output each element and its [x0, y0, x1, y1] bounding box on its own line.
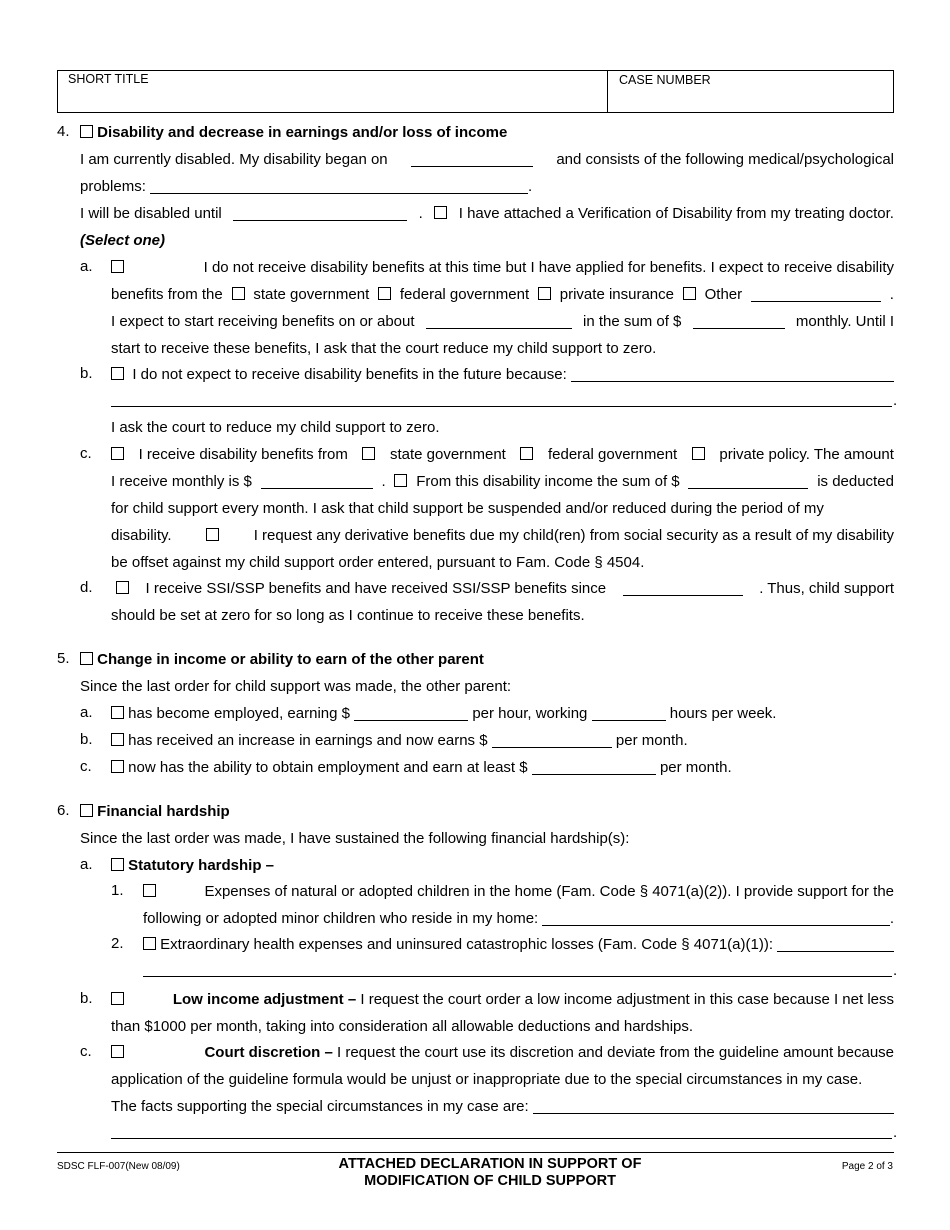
state-government-checkbox[interactable]	[232, 287, 245, 300]
increase-earnings-text: has received an increase in earnings and now earns $	[128, 731, 488, 749]
item-4d-text-2: should be set at zero for so long as I continue to receive these benefits.	[111, 606, 585, 624]
item-4a-text-1: I do not receive disability benefits at this time but I have applied for benefits. I expect to receive disability	[203, 258, 894, 276]
monthly-amount-field[interactable]	[261, 473, 373, 489]
item-4a-text-4: start to receive these benefits, I ask that the court reduce my child support to zero.	[111, 339, 657, 357]
hours-per-week-field[interactable]	[592, 705, 666, 721]
health-expenses-period: .	[893, 962, 898, 979]
court-discretion-title: Court discretion –	[204, 1043, 333, 1061]
court-discretion-text-3: The facts supporting the special circumstances in my case are:	[111, 1097, 529, 1115]
item-5a-checkbox[interactable]	[111, 706, 124, 719]
item-4b-reduce-text: I ask the court to reduce my child support to zero.	[111, 418, 440, 436]
item-5c-line	[111, 750, 732, 784]
disabled-until-field[interactable]	[233, 205, 407, 221]
deducted-checkbox[interactable]	[394, 474, 407, 487]
item-6a1-checkbox[interactable]	[143, 884, 156, 897]
footer-title-2: MODIFICATION OF CHILD SUPPORT	[364, 1173, 616, 1189]
start-receiving-label: I expect to start receiving benefits on or about	[111, 312, 415, 330]
section-6-intro-text: Since the last order was made, I have sustained the following financial hardship(s):	[80, 829, 630, 847]
item-5c-checkbox[interactable]	[111, 760, 124, 773]
item-6b-checkbox[interactable]	[111, 992, 124, 1005]
now-earns-field[interactable]	[492, 732, 612, 748]
short-title-label: SHORT TITLE	[68, 72, 149, 86]
case-number-label: CASE NUMBER	[619, 73, 711, 87]
item-4d-line-2	[111, 598, 585, 632]
section-4-checkbox[interactable]	[80, 125, 93, 138]
item-4d-checkbox[interactable]	[116, 581, 129, 594]
per-hour-text: per hour, working	[472, 704, 588, 722]
item-6a1-number: 1.	[111, 882, 124, 899]
c-private-policy-label: private policy. The amount	[719, 445, 894, 463]
federal-government-label: federal government	[399, 285, 530, 303]
disability-began-date-field[interactable]	[411, 151, 533, 167]
item-4b-line-1	[111, 357, 894, 391]
verification-checkbox[interactable]	[434, 206, 447, 219]
item-6a1-text-2: following or adopted minor children who reside in my home:	[143, 909, 539, 927]
is-deducted-text: is deducted	[817, 472, 894, 490]
problems-period: .	[528, 177, 533, 195]
section-4-number: 4.	[57, 123, 70, 140]
earn-at-least-field[interactable]	[532, 759, 656, 775]
receive-benefits-from-label: I receive disability benefits from	[138, 445, 348, 463]
low-income-title: Low income adjustment –	[172, 990, 357, 1008]
item-6a2-number: 2.	[111, 935, 124, 952]
c-private-policy-checkbox[interactable]	[692, 447, 705, 460]
minor-children-field[interactable]	[542, 910, 889, 926]
item-5c-per-month: per month.	[659, 758, 732, 776]
caption-box	[57, 70, 894, 113]
item-5b-per-month: per month.	[615, 731, 688, 749]
health-expenses-field[interactable]	[777, 936, 894, 952]
thus-child-support-text: . Thus, child support	[759, 579, 894, 597]
receive-monthly-label: I receive monthly is $	[111, 472, 252, 490]
section-6-checkbox[interactable]	[80, 804, 93, 817]
item-4c-text-3: for child support every month. I ask that child support be suspended and/or reduced during the period of my	[111, 499, 824, 517]
ability-to-earn-text: now has the ability to obtain employment and earn at least $	[128, 758, 528, 776]
section-5-number: 5.	[57, 650, 70, 667]
item-4a-letter: a.	[80, 258, 93, 275]
federal-government-checkbox[interactable]	[378, 287, 391, 300]
state-government-label: state government	[253, 285, 370, 303]
section-4-line-3	[80, 196, 894, 230]
low-income-text-2: than $1000 per month, taking into consideration all allowable deductions and hardships.	[111, 1017, 694, 1035]
item-4c-text-5: be offset against my child support order entered, pursuant to Fam. Code § 4504.	[111, 553, 645, 571]
item-4b-text: I do not expect to receive disability benefits in the future because:	[132, 365, 567, 383]
special-circumstances-period: .	[893, 1124, 898, 1141]
start-receiving-date-field[interactable]	[426, 313, 572, 329]
court-discretion-text-2: application of the guideline formula would be unjust or inappropriate due to the special circumstances in my case.	[111, 1070, 863, 1088]
item-6a1-text-1: Expenses of natural or adopted children in the home (Fam. Code § 4071(a)(2)). I provide support for the	[204, 882, 894, 900]
item-4a-checkbox[interactable]	[111, 260, 124, 273]
court-discretion-text-1: I request the court use its discretion and deviate from the guideline amount because	[337, 1043, 894, 1061]
footer-rule	[57, 1152, 894, 1153]
section-5-title: Change in income or ability to earn of the other parent	[97, 650, 484, 668]
sum-label: in the sum of $	[583, 312, 682, 330]
special-circumstances-field-2[interactable]	[111, 1138, 892, 1139]
no-benefits-reason-field[interactable]	[571, 366, 894, 382]
footer-title-1: ATTACHED DECLARATION IN SUPPORT OF	[338, 1156, 642, 1172]
item-5b-checkbox[interactable]	[111, 733, 124, 746]
problems-label: problems:	[80, 177, 146, 195]
employed-earning-text: has become employed, earning $	[128, 704, 350, 722]
problems-field[interactable]	[150, 178, 528, 194]
page-number: Page 2 of 3	[841, 1161, 893, 1172]
private-insurance-checkbox[interactable]	[538, 287, 551, 300]
section-6-title: Financial hardship	[97, 802, 230, 820]
section-5-intro-text: Since the last order for child support was made, the other parent:	[80, 677, 512, 695]
minor-children-period: .	[889, 909, 894, 927]
item-4c-checkbox[interactable]	[111, 447, 124, 460]
disabled-until-label: I will be disabled until	[80, 204, 222, 222]
item-5c-letter: c.	[80, 758, 92, 775]
other-checkbox[interactable]	[683, 287, 696, 300]
other-label: Other	[704, 285, 743, 303]
item-5b-letter: b.	[80, 731, 93, 748]
other-period: .	[889, 285, 894, 303]
statutory-hardship-title: Statutory hardship –	[128, 856, 275, 874]
item-4c-letter: c.	[80, 445, 92, 462]
derivative-benefits-checkbox[interactable]	[206, 528, 219, 541]
disability-label: disability.	[111, 526, 172, 544]
item-6a2-checkbox[interactable]	[143, 937, 156, 950]
disability-consists-text: and consists of the following medical/psychological	[556, 150, 894, 168]
item-4b-checkbox[interactable]	[111, 367, 124, 380]
section-6-number: 6.	[57, 802, 70, 819]
section-5-checkbox[interactable]	[80, 652, 93, 665]
item-6a2-text: Extraordinary health expenses and uninsured catastrophic losses (Fam. Code § 4071(a)(1)):	[160, 935, 773, 953]
monthly-until-text: monthly. Until I	[795, 312, 894, 330]
no-benefits-period: .	[893, 392, 898, 409]
benefits-from-label: benefits from the	[111, 285, 223, 303]
benefit-amount-field[interactable]	[693, 313, 785, 329]
item-5a-letter: a.	[80, 704, 93, 721]
c-state-government-label: state government	[389, 445, 506, 463]
special-circumstances-field[interactable]	[533, 1098, 894, 1114]
health-expenses-field-2[interactable]	[143, 976, 892, 977]
item-6a-checkbox[interactable]	[111, 858, 124, 871]
item-6b-letter: b.	[80, 990, 93, 1007]
item-6c-letter: c.	[80, 1043, 92, 1060]
deducted-label: From this disability income the sum of $	[416, 472, 680, 490]
hours-per-week-text: hours per week.	[669, 704, 777, 722]
other-field[interactable]	[751, 286, 881, 302]
item-4d-letter: d.	[80, 579, 93, 596]
disability-began-text: I am currently disabled. My disability began on	[80, 150, 388, 168]
c-federal-government-checkbox[interactable]	[520, 447, 533, 460]
no-benefits-reason-field-2[interactable]	[111, 406, 892, 407]
item-6c-checkbox[interactable]	[111, 1045, 124, 1058]
c-federal-government-label: federal government	[547, 445, 678, 463]
ssi-ssp-since-field[interactable]	[623, 580, 743, 596]
deducted-amount-field[interactable]	[688, 473, 808, 489]
item-6a2-line-1	[143, 927, 894, 961]
section-4-title: Disability and decrease in earnings and/or loss of income	[97, 123, 508, 141]
caption-divider	[607, 71, 608, 112]
derivative-benefits-text: I request any derivative benefits due my child(ren) from social security as a result of my disability	[253, 526, 894, 544]
item-6a-letter: a.	[80, 856, 93, 873]
low-income-text-1: I request the court order a low income adjustment in this case because I net less	[360, 990, 894, 1008]
form-id: SDSC FLF-007(New 08/09)	[57, 1161, 180, 1172]
disabled-until-period: .	[418, 204, 423, 222]
ssi-ssp-text: I receive SSI/SSP benefits and have received SSI/SSP benefits since	[145, 579, 607, 597]
monthly-amount-period: .	[381, 472, 386, 490]
item-4b-letter: b.	[80, 365, 93, 382]
hourly-wage-field[interactable]	[354, 705, 468, 721]
private-insurance-label: private insurance	[559, 285, 674, 303]
verification-text: I have attached a Verification of Disability from my treating doctor.	[458, 204, 894, 222]
c-state-government-checkbox[interactable]	[362, 447, 375, 460]
select-one-label: (Select one)	[80, 231, 166, 249]
item-6c-line-3	[111, 1089, 894, 1123]
